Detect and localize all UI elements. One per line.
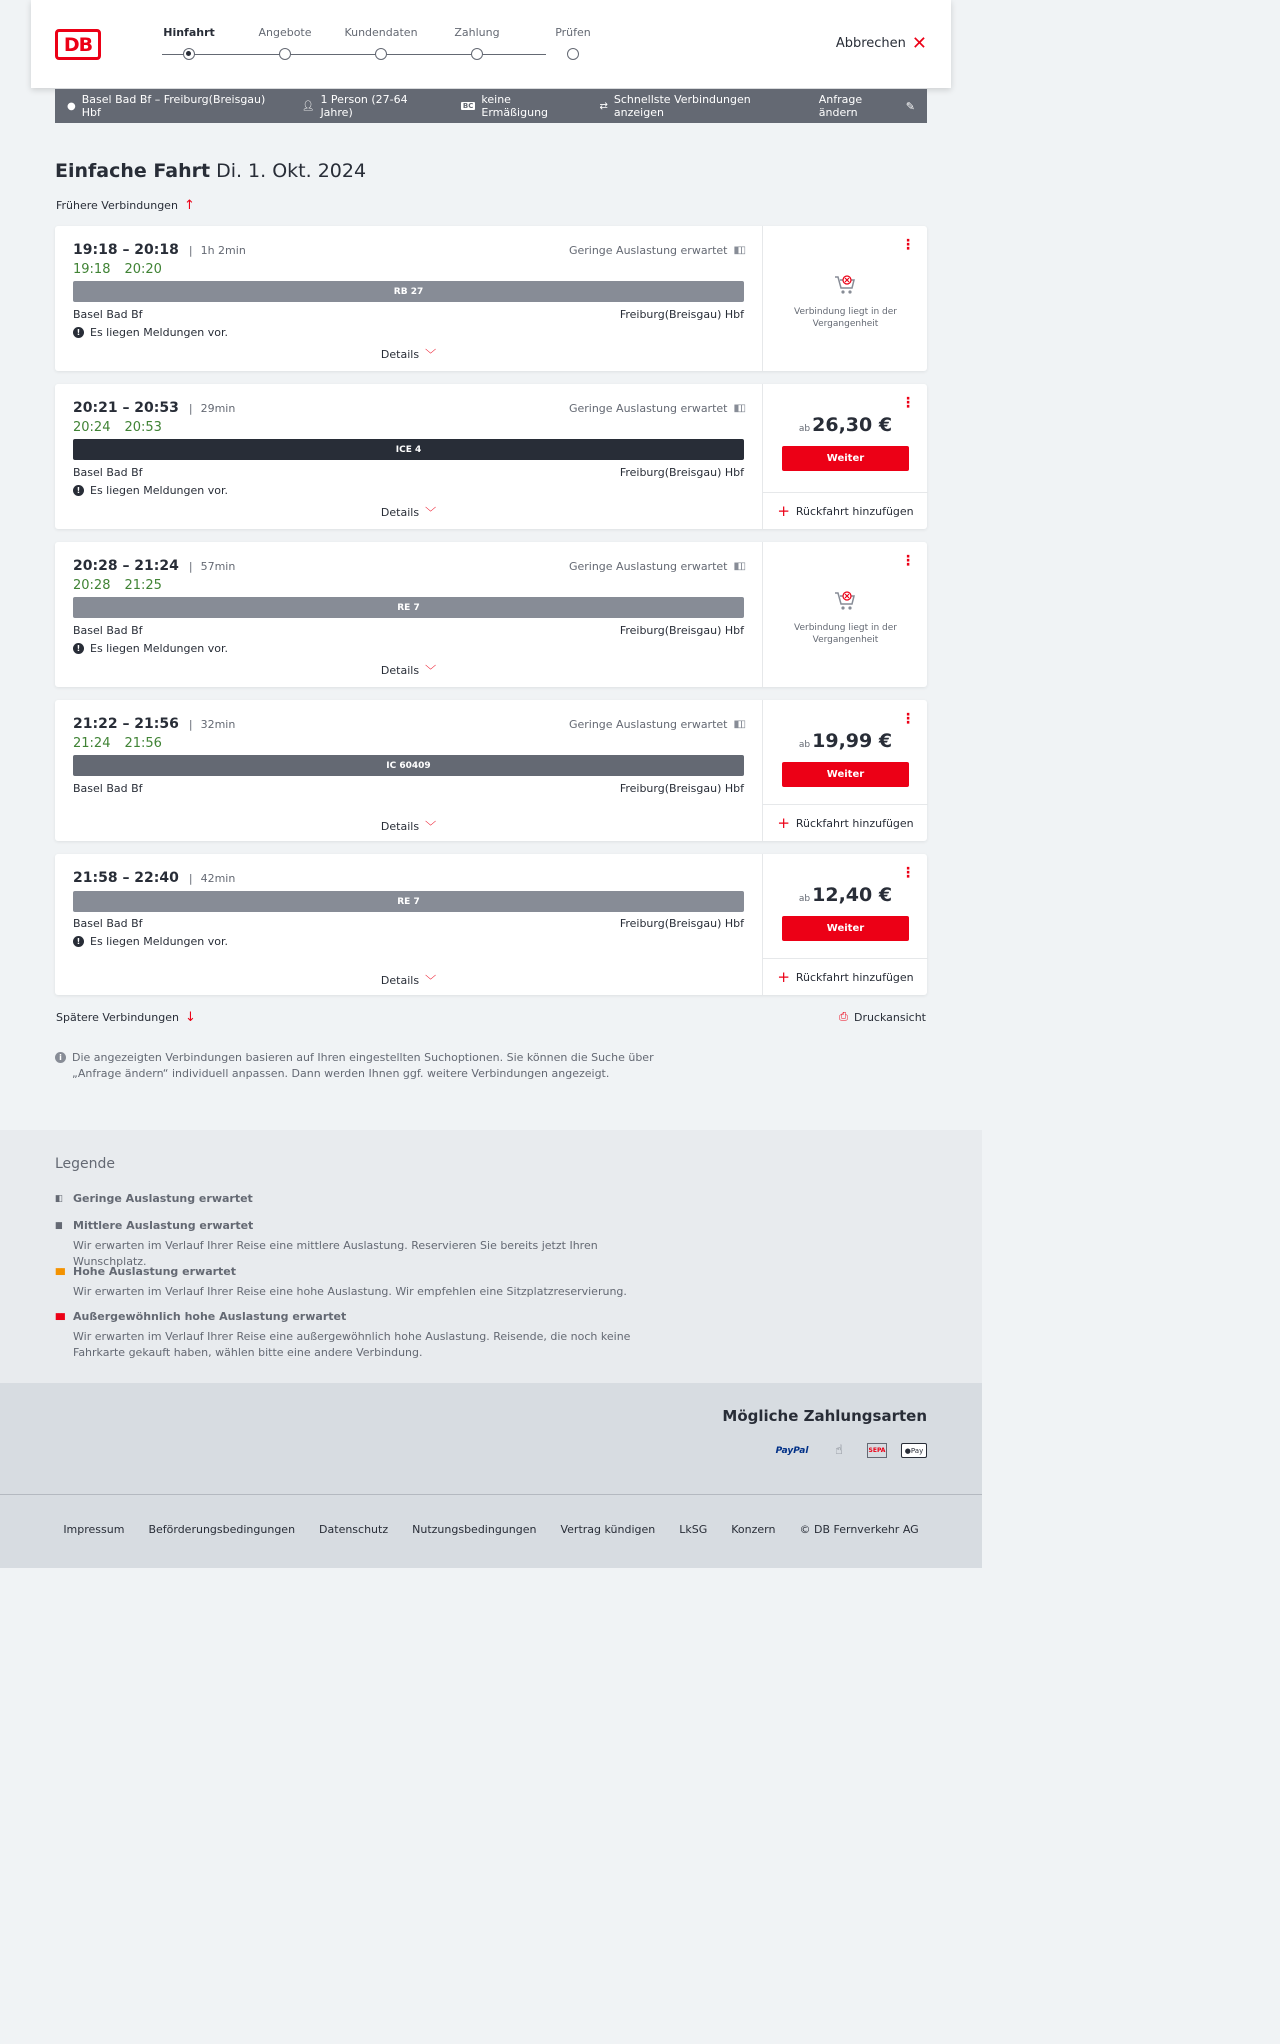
occupancy-extreme-icon: ▮▮▮ xyxy=(55,1311,64,1322)
footer xyxy=(0,1494,982,1568)
later-connections-link[interactable]: Spätere Verbindungen ↓ xyxy=(56,1010,196,1025)
query-summary-bar xyxy=(55,89,927,123)
occupancy-low-icon: ▮▯ xyxy=(55,1193,61,1204)
price: ab 19,99 € xyxy=(798,730,893,752)
payment-methods-section xyxy=(0,1383,982,1494)
apple-pay-logo: ● Pay xyxy=(901,1443,927,1458)
connection-times: 20:21 – 20:53 | 29min xyxy=(73,400,236,416)
steps-line xyxy=(162,54,546,55)
connection-times: 21:22 – 21:56 | 32min xyxy=(73,716,236,732)
origin-station: Basel Bad Bf xyxy=(73,782,143,795)
more-options-icon[interactable]: ⋮ xyxy=(901,711,915,727)
add-return-button[interactable]: + Rückfahrt hinzufügen xyxy=(763,804,928,841)
info-icon: i xyxy=(55,1052,66,1063)
connection-card xyxy=(55,384,927,529)
earlier-connections-link[interactable]: Frühere Verbindungen ↑ xyxy=(56,198,195,213)
connection-info[interactable] xyxy=(55,226,762,371)
train-bar: RE 7 xyxy=(73,597,744,618)
chevron-down-icon: ﹀ xyxy=(425,820,437,833)
connection-info[interactable] xyxy=(55,384,762,529)
step-kundendaten: Kundendaten xyxy=(333,26,429,39)
chevron-down-icon: ﹀ xyxy=(425,974,437,987)
location-pin-icon: ● xyxy=(67,100,76,112)
footer-link-vertrag-kuendigen[interactable]: Vertrag kündigen xyxy=(560,1523,656,1536)
legend-item-high: ▮▮▮ Hohe Auslastung erwartet Wir erwarten im Verlauf Ihrer Reise eine hohe Auslastung. Wir empfehlen eine Sitzplatzreservierung. xyxy=(55,1265,627,1298)
connection-info[interactable] xyxy=(55,700,762,841)
connection-times: 20:28 – 21:24 | 57min xyxy=(73,558,236,574)
occupancy-low-icon: ▮▯▯ xyxy=(733,245,744,256)
legend-item-low: ▮▯ Geringe Auslastung erwartet xyxy=(55,1192,253,1205)
destination-station: Freiburg(Breisgau) Hbf xyxy=(619,308,744,321)
footer-link-datenschutz[interactable]: Datenschutz xyxy=(319,1523,389,1536)
chevron-down-icon: ﹀ xyxy=(425,664,437,677)
destination-station: Freiburg(Breisgau) Hbf xyxy=(619,917,744,930)
credit-card-hand-icon: ☝︎ xyxy=(835,1443,843,1458)
cart-unavailable-icon xyxy=(833,590,857,612)
occupancy-medium-icon: ▮▮ xyxy=(55,1220,61,1231)
plus-icon: + xyxy=(777,814,790,832)
step-pruefen: Prüfen xyxy=(525,26,621,39)
bahncard-icon: BC xyxy=(462,102,474,110)
pencil-icon: ✎ xyxy=(905,99,915,113)
payment-title: Mögliche Zahlungsarten xyxy=(722,1407,927,1425)
offer-panel xyxy=(762,854,927,995)
footer-link-konzern[interactable]: Konzern xyxy=(731,1523,776,1536)
close-icon: ✕ xyxy=(911,32,927,54)
swap-arrows-icon: ⇄ xyxy=(599,100,608,112)
message-notice: ! Es liegen Meldungen vor. xyxy=(73,642,228,655)
continue-button[interactable]: Weiter xyxy=(782,446,909,471)
past-connection-text: Verbindung liegt in der Vergangenheit xyxy=(794,307,897,329)
discount-info: BC keine Ermäßigung xyxy=(462,93,549,119)
footer-link-nutzungsbedingungen[interactable]: Nutzungsbedingungen xyxy=(412,1523,537,1536)
connection-info[interactable] xyxy=(55,542,762,687)
origin-station: Basel Bad Bf xyxy=(73,466,143,479)
connection-card xyxy=(55,542,927,687)
train-bar: IC 60409 xyxy=(73,755,744,776)
printer-icon: ⎙ xyxy=(839,1010,848,1023)
paypal-logo: PayPal xyxy=(775,1445,809,1456)
message-notice: ! Es liegen Meldungen vor. xyxy=(73,326,228,339)
alert-icon: ! xyxy=(73,485,84,496)
load-indicator: Geringe Auslastung erwartet ▮▯▯ xyxy=(568,718,744,731)
realtime-times: 20:24 20:53 xyxy=(73,420,162,435)
continue-button[interactable]: Weiter xyxy=(782,762,909,787)
print-view-link[interactable]: ⎙ Druckansicht xyxy=(839,1010,926,1024)
occupancy-low-icon: ▮▯▯ xyxy=(733,719,744,730)
connection-card xyxy=(55,226,927,371)
alert-icon: ! xyxy=(73,327,84,338)
chevron-down-icon: ﹀ xyxy=(425,348,437,361)
legend-item-medium: ▮▮ Mittlere Auslastung erwartet Wir erwarten im Verlauf Ihrer Reise eine mittlere Auslastung. Reservieren Sie bereits jetzt Ihren Wunschplatz. xyxy=(55,1219,598,1268)
origin-station: Basel Bad Bf xyxy=(73,624,143,637)
plus-icon: + xyxy=(777,968,790,986)
more-options-icon[interactable]: ⋮ xyxy=(901,395,915,411)
connection-info[interactable] xyxy=(55,854,762,995)
load-indicator: Geringe Auslastung erwartet ▮▯▯ xyxy=(568,402,744,415)
cancel-label: Abbrechen xyxy=(835,36,906,51)
page-title: Einfache Fahrt Di. 1. Okt. 2024 xyxy=(55,160,367,182)
add-return-button[interactable]: + Rückfahrt hinzufügen xyxy=(763,958,928,995)
step-angebote: Angebote xyxy=(237,26,333,39)
load-indicator: Geringe Auslastung erwartet ▮▯▯ xyxy=(568,244,744,257)
price: ab 12,40 € xyxy=(798,884,893,906)
details-toggle[interactable]: Details ﹀ xyxy=(380,505,437,519)
arrow-down-icon: ↓ xyxy=(184,1010,196,1025)
realtime-times: 19:18 20:20 xyxy=(73,262,162,277)
origin-station: Basel Bad Bf xyxy=(73,308,143,321)
cart-unavailable-icon xyxy=(833,274,857,296)
destination-station: Freiburg(Breisgau) Hbf xyxy=(619,624,744,637)
origin-station: Basel Bad Bf xyxy=(73,917,143,930)
details-toggle[interactable]: Details ﹀ xyxy=(380,663,437,677)
step-zahlung: Zahlung xyxy=(429,26,525,39)
footer-link-lksg[interactable]: LkSG xyxy=(679,1523,708,1536)
arrow-up-icon: ↑ xyxy=(183,198,195,213)
details-toggle[interactable]: Details ﹀ xyxy=(380,819,437,833)
train-bar: RE 7 xyxy=(73,891,744,912)
alert-icon: ! xyxy=(73,643,84,654)
apple-icon: ● xyxy=(904,1446,911,1455)
legend-item-extreme: ▮▮▮ Außergewöhnlich hohe Auslastung erwartet Wir erwarten im Verlauf Ihrer Reise eine außergewöhnlich hohe Auslastung. Reisende, die noch keine Fahrkarte gekauft haben, wählen bitte eine andere Verbindung. xyxy=(55,1310,631,1359)
destination-station: Freiburg(Breisgau) Hbf xyxy=(619,466,744,479)
cancel-button[interactable] xyxy=(835,32,927,54)
load-indicator: Geringe Auslastung erwartet ▮▯▯ xyxy=(568,560,744,573)
passenger-info: 👤︎ 1 Person (27-64 Jahre) xyxy=(301,93,408,119)
offer-panel xyxy=(762,384,927,529)
connection-times: 21:58 – 22:40 | 42min xyxy=(73,870,236,886)
continue-button[interactable]: Weiter xyxy=(782,916,909,941)
details-toggle[interactable]: Details ﹀ xyxy=(380,973,437,987)
train-bar: ICE 4 xyxy=(73,439,744,460)
chevron-down-icon: ﹀ xyxy=(425,506,437,519)
person-icon: 👤︎ xyxy=(301,100,315,112)
offer-panel xyxy=(762,700,927,841)
past-connection-text: Verbindung liegt in der Vergangenheit xyxy=(794,623,897,645)
more-options-icon[interactable]: ⋮ xyxy=(901,865,915,881)
train-bar: RB 27 xyxy=(73,281,744,302)
details-toggle[interactable]: Details ﹀ xyxy=(380,347,437,361)
step-hinfahrt: Hinfahrt xyxy=(141,26,237,39)
legend-section xyxy=(0,1130,982,1383)
footer-links xyxy=(0,1523,982,1536)
db-logo[interactable]: DB xyxy=(55,29,101,60)
info-note: i Die angezeigten Verbindungen basieren auf Ihren eingestellten Suchoptionen. Sie können die Suche über „Anfrage ändern“ individuell anpassen. Dann werden Ihnen ggf. weitere Verbindungen angezeigt. xyxy=(55,1050,655,1082)
progress-steps xyxy=(141,26,621,66)
connection-card xyxy=(55,854,927,995)
realtime-times: 21:24 21:56 xyxy=(73,736,162,751)
footer-link-impressum[interactable]: Impressum xyxy=(63,1523,125,1536)
occupancy-low-icon: ▮▯▯ xyxy=(733,561,744,572)
connection-times: 19:18 – 20:18 | 1h 2min xyxy=(73,242,246,258)
destination-station: Freiburg(Breisgau) Hbf xyxy=(619,782,744,795)
more-options-icon[interactable]: ⋮ xyxy=(901,237,915,253)
price: ab 26,30 € xyxy=(798,414,893,436)
fastest-info: ⇄ Schnellste Verbindungen anzeigen xyxy=(599,93,751,119)
message-notice: ! Es liegen Meldungen vor. xyxy=(73,935,228,948)
offer-panel xyxy=(762,542,927,687)
realtime-times: 20:28 21:25 xyxy=(73,578,162,593)
add-return-button[interactable]: + Rückfahrt hinzufügen xyxy=(763,492,928,529)
offer-panel xyxy=(762,226,927,371)
top-header xyxy=(31,0,951,88)
plus-icon: + xyxy=(777,502,790,520)
legend-title: Legende xyxy=(55,1156,116,1172)
footer-link-befoerderungsbedingungen[interactable]: Beförderungsbedingungen xyxy=(148,1523,296,1536)
sepa-logo: SEPA xyxy=(867,1443,887,1458)
alert-icon: ! xyxy=(73,936,84,947)
footer-copyright: © DB Fernverkehr AG xyxy=(799,1523,919,1536)
connection-card xyxy=(55,700,927,841)
occupancy-low-icon: ▮▯▯ xyxy=(733,403,744,414)
edit-query-button[interactable]: Anfrage ändern ✎ xyxy=(818,93,915,119)
occupancy-high-icon: ▮▮▮ xyxy=(55,1266,64,1277)
message-notice: ! Es liegen Meldungen vor. xyxy=(73,484,228,497)
route-info: ● Basel Bad Bf – Freiburg(Breisgau) Hbf xyxy=(67,93,266,119)
more-options-icon[interactable]: ⋮ xyxy=(901,553,915,569)
